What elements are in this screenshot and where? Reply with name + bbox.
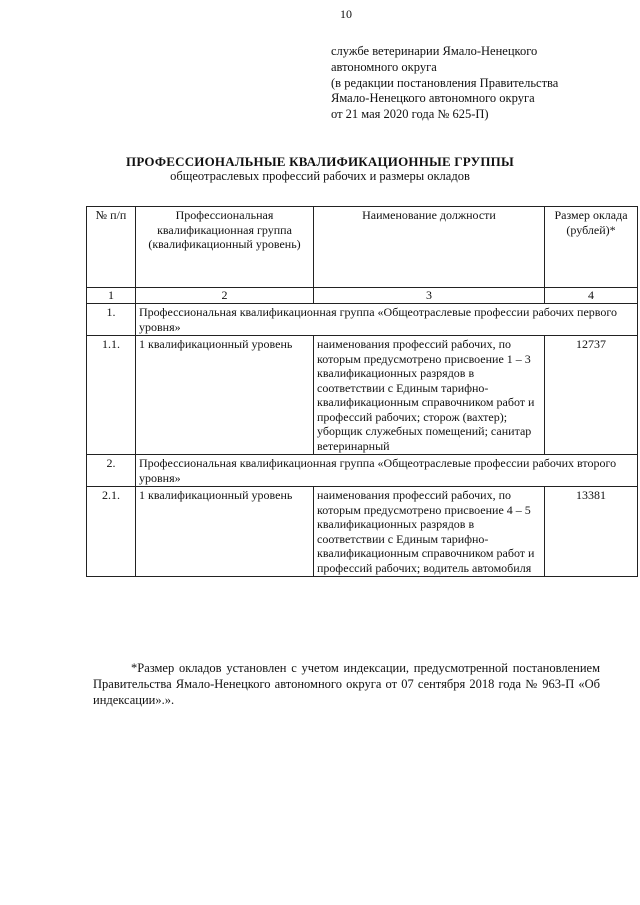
header-line: от 21 мая 2020 года № 625-П) [331,107,489,122]
column-number: 4 [545,288,638,304]
table-row [87,336,638,455]
row-number: 2.1. [87,487,136,577]
document-header [331,44,621,123]
group-title: Профессиональная квалификационная группа «Общеотраслевые профессии рабочих первого уровня» [136,304,638,336]
page-number: 10 [340,7,352,21]
footnote-text: *Размер окладов установлен с учетом индексации, предусмотренной постановлением Правительства Ямало-Ненецкого автономного округа от 07 сентября 2018 года № 963-П «Об индексации».». [93,661,600,707]
group-row [87,304,638,336]
salary-amount: 12737 [545,336,638,455]
qualification-level: 1 квалификационный уровень [136,487,314,577]
header-cell-number: № п/п [87,207,136,288]
header-cell-salary: Размер оклада (рублей)* [545,207,638,288]
header-line: автономного округа [331,59,437,74]
document-title: ПРОФЕССИОНАЛЬНЫЕ КВАЛИФИКАЦИОННЫЕ ГРУППЫ [126,154,514,169]
document-subtitle: общеотраслевых профессий рабочих и размеры окладов [170,169,470,183]
position-names: наименования профессий рабочих, по которым предусмотрено присвоение 4 – 5 квалификационных разрядов в соответствии с Единым тарифно-квалификационным справочником работ и профессий рабочих; водитель автомобиля [314,487,545,577]
column-number: 2 [136,288,314,304]
column-number: 3 [314,288,545,304]
header-line: службе ветеринарии Ямало-Ненецкого [331,44,538,58]
qualification-table [86,206,638,577]
table-header-row [87,207,638,288]
column-number-row [87,288,638,304]
group-number: 2. [87,455,136,487]
position-names: наименования профессий рабочих, по которым предусмотрено присвоение 1 – 3 квалификационных разрядов в соответствии с Единым тарифно-квалификационным справочником работ и профессий рабочих; сторож (вахтер); уборщик служебных помещений; санитар ветеринарный [314,336,545,455]
group-number: 1. [87,304,136,336]
header-line: Ямало-Ненецкого автономного округа [331,91,535,106]
header-cell-position: Наименование должности [314,207,545,288]
footnote [93,660,600,708]
group-title: Профессиональная квалификационная группа «Общеотраслевые профессии рабочих второго уровня» [136,455,638,487]
row-number: 1.1. [87,336,136,455]
column-number: 1 [87,288,136,304]
qualification-level: 1 квалификационный уровень [136,336,314,455]
header-cell-group: Профессиональная квалификационная группа (квалификационный уровень) [136,207,314,288]
table-row [87,487,638,577]
group-row [87,455,638,487]
salary-amount: 13381 [545,487,638,577]
header-line: (в редакции постановления Правительства [331,75,559,90]
